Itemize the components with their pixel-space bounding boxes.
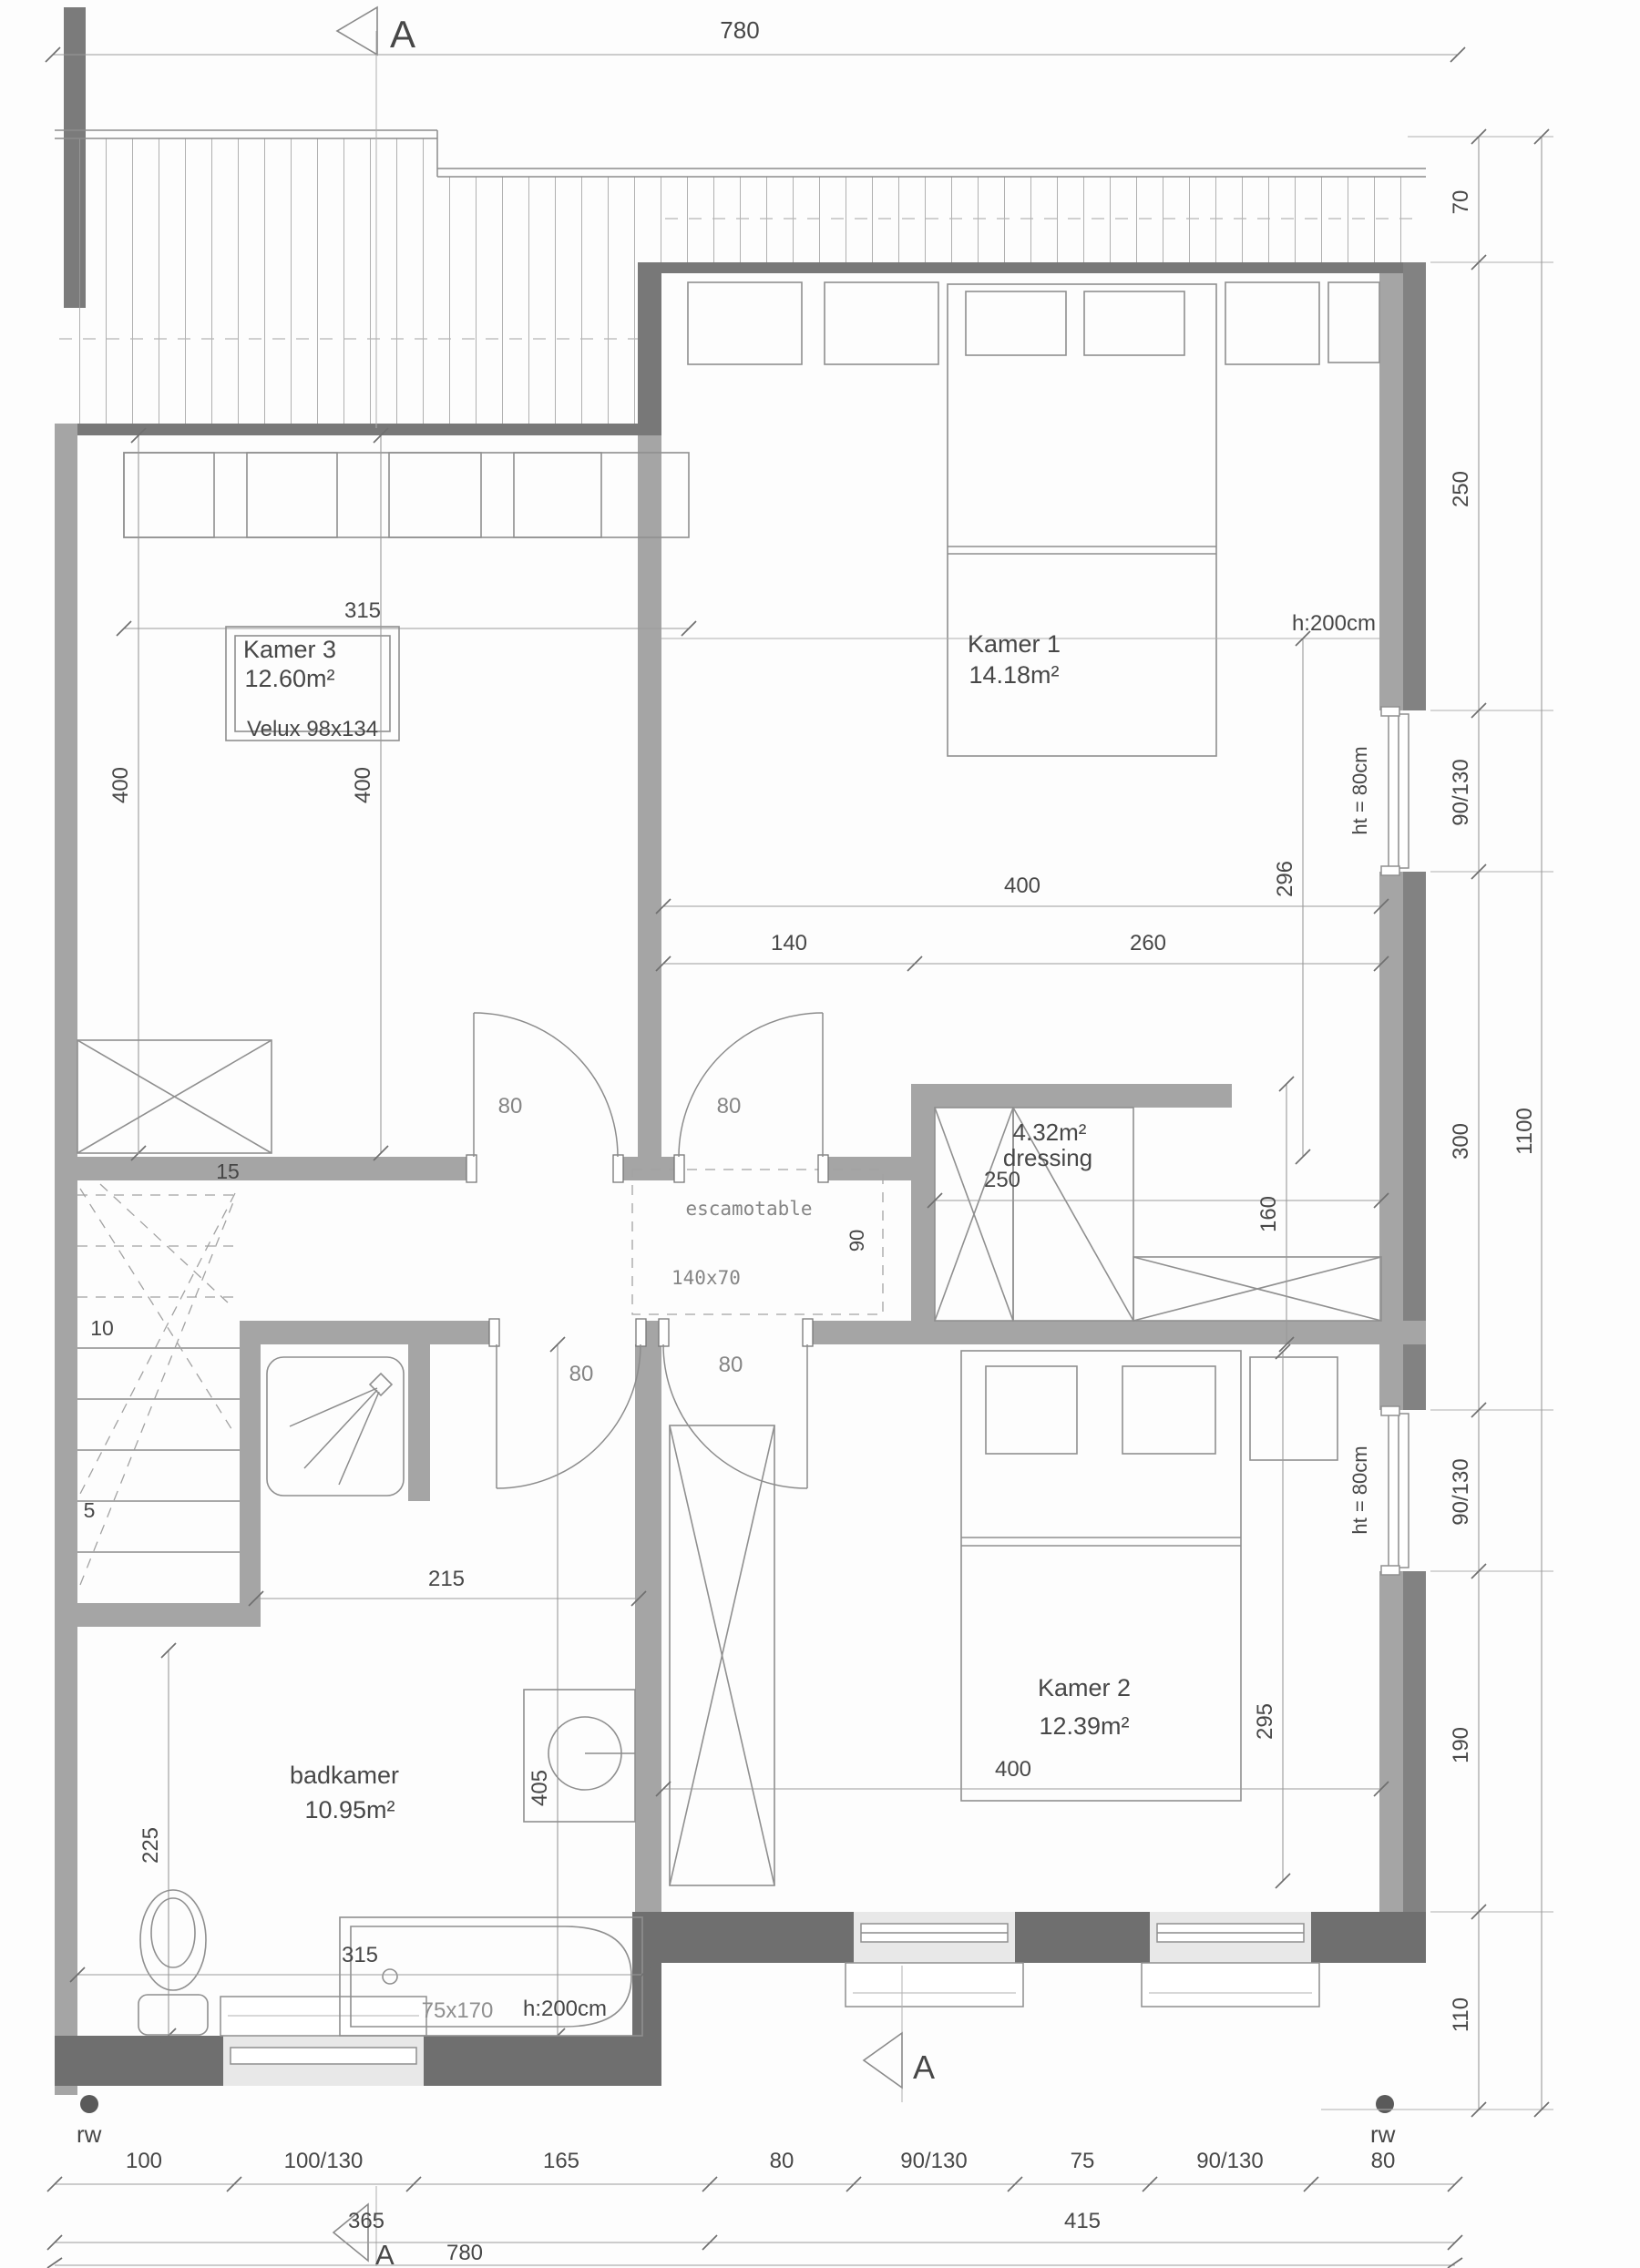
dim-90-130-b: 90/130 [1196,2149,1264,2173]
dim-365: 365 [347,2209,385,2233]
dim-260: 260 [1129,931,1167,955]
kamer1-headroom-label: h:200cm [1291,611,1376,636]
door-width-badkamer: 80 [569,1362,594,1386]
dim-90-130-win1: 90/130 [1449,759,1473,826]
stair-step-5: 5 [83,1498,96,1522]
kamer3-skylight-label: Velux 98x134 [246,717,379,741]
dim-190: 190 [1449,1726,1473,1764]
closet-width-dim: 315 [343,598,382,623]
section-a-mid: A [913,2048,936,2086]
door-width-kamer3: 80 [497,1094,523,1119]
stair-step-15: 15 [216,1160,240,1183]
window1-height-label: ht = 80cm [1348,746,1371,835]
bath-height-label: h:200cm [522,1997,608,2021]
dim-100: 100 [125,2149,163,2173]
kamer3-depth-dim-a: 400 [108,766,133,804]
dressing-area: 4.32m² [1012,1119,1087,1146]
dim-405: 405 [528,1769,552,1807]
badkamer-name: badkamer [289,1762,400,1789]
dim-780-top: 780 [720,16,760,44]
dressing-name: dressing [1002,1144,1093,1171]
dim-215: 215 [427,1567,466,1591]
dim-90-130-win2: 90/130 [1449,1458,1473,1526]
kamer1-depth-dim: 296 [1273,860,1297,898]
door-width-kamer2: 80 [718,1353,743,1377]
kamer2-area: 12.39m² [1039,1712,1130,1740]
dim-225: 225 [138,1826,163,1864]
kamer1-name: Kamer 1 [967,630,1061,658]
rw-right-label: rw [1370,2120,1396,2148]
dim-110: 110 [1449,1997,1473,2033]
bath-size-label: 75x170 [421,1998,494,2023]
attic-ladder-width: 90 [846,1229,868,1252]
dim-90-130-a: 90/130 [900,2149,968,2173]
dim-415: 415 [1063,2209,1102,2233]
dim-315-bath: 315 [341,1943,379,1967]
dim-165: 165 [542,2149,580,2173]
badkamer-area: 10.95m² [304,1796,395,1824]
kamer1-area: 14.18m² [969,661,1060,689]
door-width-kamer1: 80 [716,1094,742,1119]
kamer1-width-dim: 400 [1003,873,1041,898]
dim-75: 75 [1070,2149,1095,2173]
attic-ladder-label: escamotable [685,1198,813,1220]
dim-100-130: 100/130 [283,2149,364,2173]
kamer2-depth-dim: 295 [1253,1702,1277,1741]
rw-dot-left-icon [80,2095,98,2113]
stair-step-10: 10 [90,1316,114,1340]
attic-ladder-size: 140x70 [671,1267,741,1289]
dim-780-bottom: 780 [446,2241,484,2265]
section-a-top: A [390,13,416,56]
dim-250: 250 [1449,470,1473,508]
dim-80-b: 80 [1370,2149,1396,2173]
kamer2-name: Kamer 2 [1037,1674,1132,1701]
section-a-bottom: A [375,2239,395,2268]
window2-height-label: ht = 80cm [1348,1446,1371,1535]
rw-dot-right-icon [1376,2095,1394,2113]
dim-70: 70 [1449,189,1473,215]
kamer3-name: Kamer 3 [242,636,337,663]
dim-140: 140 [770,931,808,955]
kamer3-area: 12.60m² [244,665,335,692]
kamer2-width-dim: 400 [994,1757,1032,1782]
dim-300: 300 [1449,1122,1473,1160]
kamer3-depth-dim-b: 400 [351,766,375,804]
dressing-depth-dim: 160 [1256,1195,1281,1233]
dim-1100-total: 1100 [1512,1108,1537,1155]
rw-left-label: rw [77,2120,102,2148]
dressing-width-dim: 250 [983,1168,1021,1192]
dim-80-a: 80 [769,2149,794,2173]
